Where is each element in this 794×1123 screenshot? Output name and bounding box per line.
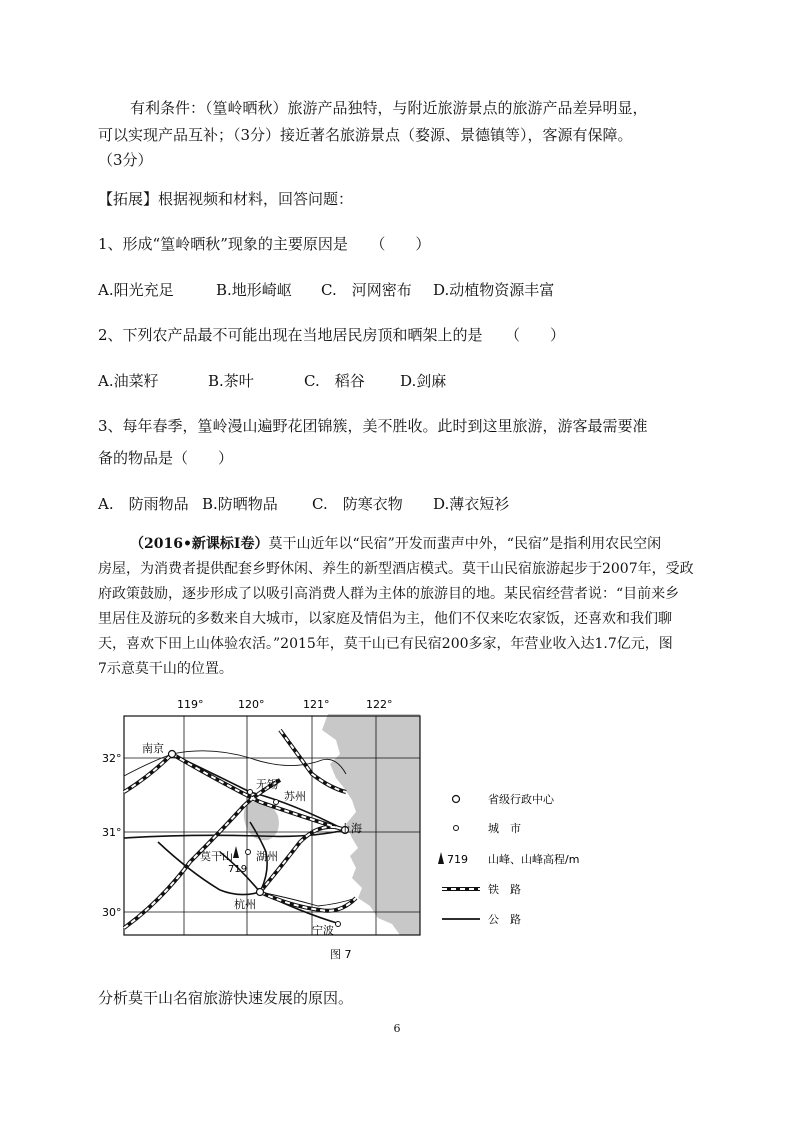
legend-city-icon (454, 826, 459, 831)
question-3-stem-line-2: 备的物品是（ ） (98, 449, 234, 467)
option-b: B.地形崎岖 (216, 281, 292, 299)
huzhou-marker (246, 850, 251, 855)
material-line-1-text: 莫干山近年以“民宿”开发而蜚声中外，“民宿”是指利用农民空闲 (268, 536, 662, 552)
material-line-1 (130, 530, 730, 558)
option-a: A.油菜籽 (98, 372, 159, 390)
legend-peak-code: 719 (447, 853, 468, 866)
task-prompt: 分析莫干山名宿旅游快速发展的原因。 (98, 989, 354, 1007)
material-line-3: 府政策鼓励，逐步形成了以吸引高消费人群为主体的旅游目的地。某民宿经营者说：“目前来乡 (98, 586, 680, 602)
question-2-stem: 2、下列农产品最不可能出现在当地居民房顶和晒架上的是 （ ） (98, 326, 566, 344)
nanjing-marker (169, 751, 176, 758)
material-line-5: 天，喜欢下田上山体验农活。”2015年，莫干山已有民宿200多家，年营业收入达1.7亿元，图 (98, 636, 673, 652)
label-ningbo: 宁波 (312, 924, 334, 937)
label-wuxi: 无锡 (256, 778, 278, 791)
answer-line-1: 有利条件：（篁岭晒秋）旅游产品独特，与附近旅游景点的旅游产品差异明显， (130, 99, 648, 117)
lon-label-122: 122° (366, 698, 393, 711)
option-a: A.阳光充足 (98, 281, 174, 299)
material-line-6: 7示意莫干山的位置。 (98, 661, 233, 677)
option-d: D.薄衣短衫 (433, 495, 510, 513)
legend-peak-icon (438, 852, 444, 864)
answer-line-2: 可以实现产品互补；（3分）接近著名旅游景点（婺源、景德镇等），客源有保障。 (98, 126, 633, 144)
lat-label-32: 32° (102, 752, 122, 765)
ningbo-marker (336, 922, 341, 927)
lat-label-30: 30° (102, 906, 122, 919)
wuxi-marker (248, 790, 253, 795)
lon-label-120: 120° (238, 698, 265, 711)
option-d: D.动植物资源丰富 (433, 281, 555, 299)
map-legend (438, 792, 579, 926)
option-c: C. 防寒衣物 (312, 495, 403, 513)
location-map (100, 692, 620, 970)
legend-label: 省级行政中心 (488, 793, 554, 806)
moganshan-peak-icon (233, 846, 239, 858)
label-hangzhou: 杭州 (234, 898, 256, 911)
label-moganshan: 莫干山 (200, 850, 233, 863)
material-line-4: 里居住及游玩的多数来自大城市，以家庭及情侣为主，他们不仅来吃农家饭，还喜欢和我们聊 (98, 611, 672, 627)
extension-heading: 【拓展】根据视频和材料，回答问题： (98, 190, 354, 208)
option-b: B.防晒物品 (202, 495, 278, 513)
material-source: （2016•新课标Ⅰ卷） (130, 536, 269, 552)
option-d: D.剑麻 (400, 372, 447, 390)
material-line-2: 房屋，为消费者提供配套乡野休闲、养生的新型酒店模式。莫干山民宿旅游起步于2007年，受政 (98, 561, 694, 577)
label-peak-height: 719 (228, 864, 248, 875)
label-suzhou: 苏州 (284, 790, 306, 803)
label-huzhou: 湖州 (256, 850, 278, 863)
question-1-stem: 1、形成“篁岭晒秋”现象的主要原因是 （ ） (98, 235, 431, 253)
page-number: 6 (393, 1022, 401, 1035)
option-c: C. 河网密布 (321, 281, 412, 299)
question-3-stem-line-1: 3、每年春季，篁岭漫山遍野花团锦簇，美不胜收。此时到这里旅游，游客最需要准 (98, 417, 648, 435)
legend-label: 城 市 (488, 822, 521, 835)
lon-label-119: 119° (177, 698, 204, 711)
legend-label: 公 路 (488, 913, 521, 926)
figure-caption: 图 7 (330, 948, 352, 961)
label-nanjing: 南京 (142, 742, 164, 755)
hangzhou-marker (257, 889, 264, 896)
island (390, 904, 395, 909)
answer-line-3: （3分） (98, 151, 153, 169)
option-b: B.茶叶 (208, 372, 254, 390)
lat-label-31: 31° (102, 826, 122, 839)
island (372, 870, 376, 874)
option-a: A. 防雨物品 (98, 495, 189, 513)
suzhou-marker (274, 800, 279, 805)
legend-label: 山峰、山峰高程/m (488, 853, 580, 866)
legend-provincial-capital-icon (453, 796, 460, 803)
island (377, 885, 383, 891)
option-c: C. 稻谷 (304, 372, 365, 390)
label-shanghai: 上海 (340, 822, 362, 835)
lon-label-121: 121° (303, 698, 330, 711)
legend-label: 铁 路 (488, 883, 521, 896)
sea-area (322, 714, 420, 935)
